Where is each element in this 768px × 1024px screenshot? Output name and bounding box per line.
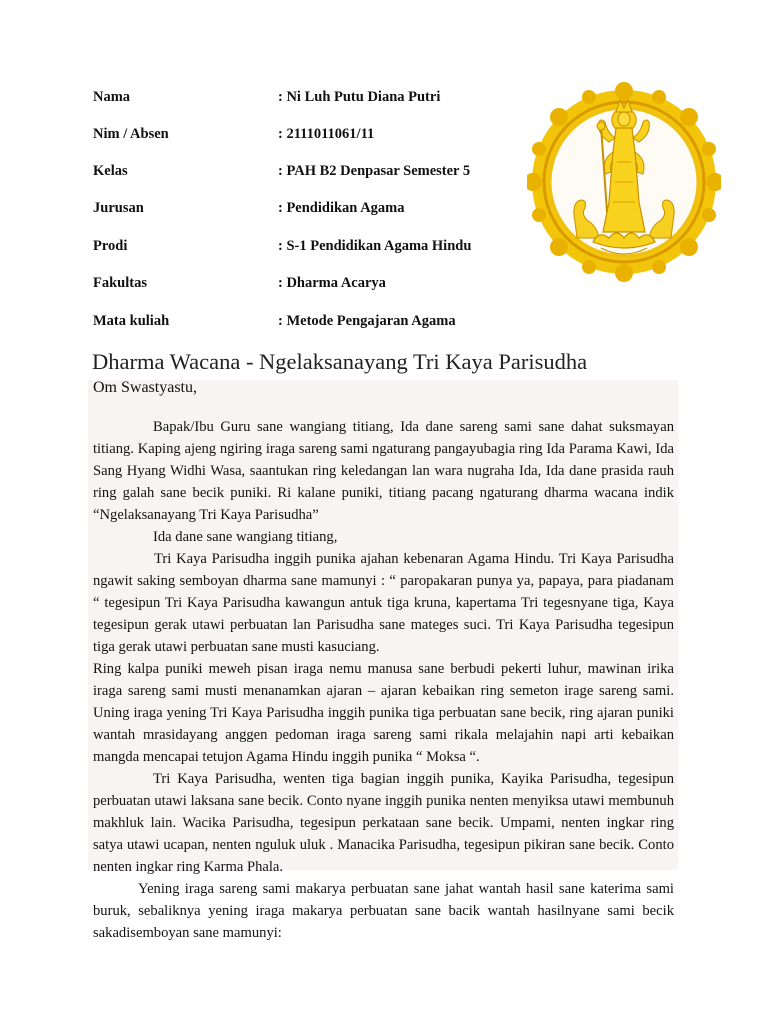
paragraph: Ida dane sane wangiang titiang, — [153, 529, 338, 545]
info-label-kelas: Kelas — [93, 163, 128, 179]
info-value-jurusan: : Pendidikan Agama — [278, 200, 405, 216]
info-value-fakultas: : Dharma Acarya — [278, 275, 386, 291]
info-label-jurusan: Jurusan — [93, 200, 144, 216]
info-value-kelas: : PAH B2 Denpasar Semester 5 — [278, 163, 471, 179]
info-value-mata-kuliah: : Metode Pengajaran Agama — [278, 313, 456, 329]
info-label-mata-kuliah: Mata kuliah — [93, 313, 170, 329]
info-value-prodi: : S-1 Pendidikan Agama Hindu — [278, 238, 472, 254]
paragraph: Ring kalpa puniki meweh pisan iraga nemu manusa sane berbudi pekerti luhur, mawinan irika iraga sareng sami musti menanamkan ajaran – ajaran kebaikan ring semeton irage sareng sami. Uning iraga yening Tri Kaya Parisudha inggih punika tiga perbuatan sane becik, ring ajaran puniki wantah mrasidayang anggen pedoman iraga sareng sami rikala melajahin napi arti kebaikan mangda mencapai tetujon Agama Hindu inggih punika “ Moksa “. — [93, 661, 674, 765]
info-label-nim: Nim / Absen — [93, 126, 169, 142]
greeting: Om Swastyastu, — [93, 379, 197, 396]
saraswati-emblem-icon — [527, 82, 721, 283]
paragraph: Tri Kaya Parisudha, wenten tiga bagian inggih punika, Kayika Parisudha, tegesipun perbuatan utawi laksana sane becik. Conto nyane inggih punika nenten menyiksa utawi membunuh makhluk lain. Wacika Parisudha, tegesipun perkataan sane becik. Umpami, nenten ingkar ring satya utawi ucapan, nenten nguluk uluk . Manacika Parisudha, tegesipun pikiran sane becik. Conto nenten ingkar ring Karma Phala. — [93, 771, 674, 875]
info-label-fakultas: Fakultas — [93, 275, 147, 291]
info-label-nama: Nama — [93, 89, 131, 105]
paragraph: Yening iraga sareng sami makarya perbuatan sane jahat wantah hasil sane katerima sami buruk, sebaliknya yening iraga makarya perbuatan sane bacik wantah hasilnyane sami becik sakadisemboyan sane mamunyi: — [93, 881, 674, 941]
body-text — [93, 416, 674, 944]
info-value-nim: : 2111011061/11 — [278, 126, 375, 142]
paragraph: Tri Kaya Parisudha inggih punika ajahan kebenaran Agama Hindu. Tri Kaya Parisudha ngawit saking semboyan dharma sane mamunyi : “ paropakaran punya ya, papaya, para piadanam “ tegesipun Tri Kaya Parisudha kawangun antuk tiga kruna, kapertama Tri tegesnyane tiga, Kaya tegesipun gerak utawi perbuatan lan Parisudha sane mateges suci. Tri Kaya Parisudha tegesipun tiga gerak utawi perbuatan sane musti kasuciang. — [93, 551, 674, 655]
info-label-prodi: Prodi — [93, 238, 128, 254]
info-value-nama: : Ni Luh Putu Diana Putri — [278, 89, 441, 105]
page-title: Dharma Wacana - Ngelaksanayang Tri Kaya Parisudha — [92, 349, 588, 374]
paragraph: Bapak/Ibu Guru sane wangiang titiang, Ida dane sareng sami sane dahat suksmayan titiang. Kaping ajeng ngiring iraga sareng sami ngaturang pangayubagia ring Ida Parama Kawi, Ida Sang Hyang Widhi Wasa, saantukan ring keledangan lan wara nugraha Ida, Ida dane prasida rauh ring galah sane becik puniki. Ri kalane puniki, titiang pacang ngaturang dharma wacana indik “Ngelaksanayang Tri Kaya Parisudha” — [93, 419, 674, 523]
